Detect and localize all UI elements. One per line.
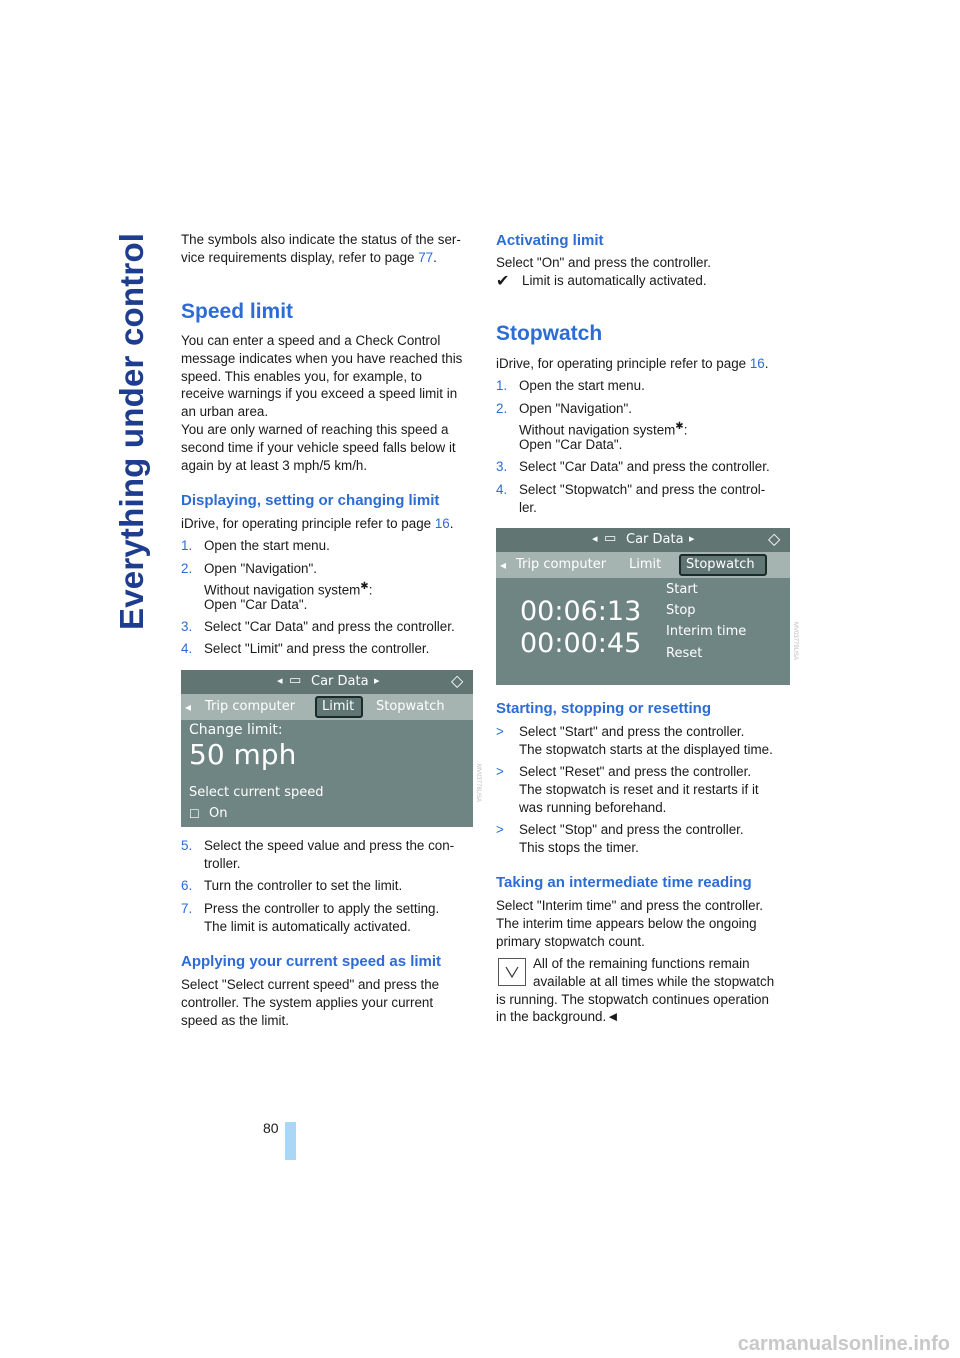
section-title: Everything under control <box>113 232 150 630</box>
check-icon: ✔ <box>496 273 510 290</box>
speed-limit-heading: Speed limit <box>181 300 294 323</box>
display-intro: iDrive, for operating principle refer to page 16. <box>181 516 454 531</box>
section-sidebar <box>96 230 158 630</box>
page-number: 80 <box>263 1120 279 1136</box>
interim-heading: Taking an intermediate time reading <box>496 874 752 891</box>
option-interim-time[interactable]: Interim time <box>666 624 747 639</box>
tab-trip-computer[interactable]: Trip computer <box>516 557 607 572</box>
menu-title: Car Data <box>311 674 369 689</box>
menu-title: Car Data <box>626 532 684 547</box>
controller-icon: ◇ <box>768 529 781 548</box>
computer-icon: ▭ <box>289 673 302 688</box>
intro-line-1: The symbols also indicate the status of the ser- <box>181 232 461 247</box>
page-link-16[interactable]: 16 <box>434 516 450 531</box>
apply-speed-heading: Applying your current speed as limit <box>181 953 442 970</box>
change-limit-label: Change limit: <box>189 722 283 738</box>
select-current-speed[interactable]: Select current speed <box>189 785 324 800</box>
stopwatch-intro: iDrive, for operating principle refer to page 16. <box>496 356 769 371</box>
limit-screen: ◂ ▭ Car Data ▸ ◇ ◂ Trip computer Limit Stopwatch Change limit: 50 mph Select current speed ☐ On <box>181 670 473 827</box>
option-stop[interactable]: Stop <box>666 603 696 618</box>
activating-para: Select "On" and press the controller. <box>496 255 711 270</box>
intro-line-2: vice requirements display, refer to page 77. <box>181 250 437 265</box>
note-lines-full: is running. The stopwatch continues operation in the background.◄ <box>496 991 769 1025</box>
note-icon <box>498 958 526 986</box>
option-reset[interactable]: Reset <box>666 646 703 661</box>
tab-trip-computer[interactable]: Trip computer <box>205 699 296 714</box>
start-stop-heading: Starting, stopping or resetting <box>496 700 712 717</box>
display-limit-heading: Displaying, setting or changing limit <box>181 492 440 509</box>
controller-icon: ◇ <box>451 671 464 690</box>
apply-speed-paragraph: Select "Select current speed" and press the controller. The system applies your current speed as the limit. <box>181 977 440 1028</box>
activating-limit-heading: Activating limit <box>496 232 604 249</box>
option-start[interactable]: Start <box>666 582 698 597</box>
tab-stopwatch[interactable]: Stopwatch <box>376 699 445 714</box>
note-lines-indented: All of the remaining functions remain available at all times while the stopwatch <box>533 956 775 989</box>
checkbox-icon[interactable]: ☐ <box>189 807 200 821</box>
speed-limit-paragraph: You can enter a speed and a Check Control message indicates when you have reached this speed. This enables you, for example, to receive warnings if you exceed a speed limit in an urban area. You are only warned of reaching this speed a second time if your vehicle speed falls below it again by at least 3 mph/5 km/h. <box>181 333 463 473</box>
interim-paragraph: Select "Interim time" and press the controller. The interim time appears below the ongoing primary stopwatch count. <box>496 898 764 949</box>
image-id: MV03779USA <box>792 622 798 661</box>
image-id: MV03778USA <box>475 764 481 803</box>
watermark: carmanualsonline.info <box>737 1333 950 1355</box>
stopwatch-time-primary: 00:06:13 <box>520 596 642 627</box>
stopwatch-screen: ◂ ▭ Car Data ▸ ◇ ◂ Trip computer Limit Stopwatch 00:06:13 00:00:45 Start Stop Interim time Reset <box>496 528 790 685</box>
speed-value[interactable]: 50 mph <box>189 738 297 771</box>
page-link-77[interactable]: 77 <box>418 250 434 265</box>
stopwatch-heading: Stopwatch <box>496 322 603 345</box>
tab-limit[interactable]: Limit <box>322 699 355 714</box>
on-option[interactable]: On <box>209 806 228 821</box>
page-link-16-right[interactable]: 16 <box>749 356 765 371</box>
footer-bar <box>285 1122 296 1160</box>
activating-note: Limit is automatically activated. <box>522 273 707 288</box>
computer-icon: ▭ <box>604 531 617 546</box>
tab-stopwatch[interactable]: Stopwatch <box>686 557 755 572</box>
stopwatch-time-interim: 00:00:45 <box>520 628 642 659</box>
tab-limit[interactable]: Limit <box>629 557 662 572</box>
